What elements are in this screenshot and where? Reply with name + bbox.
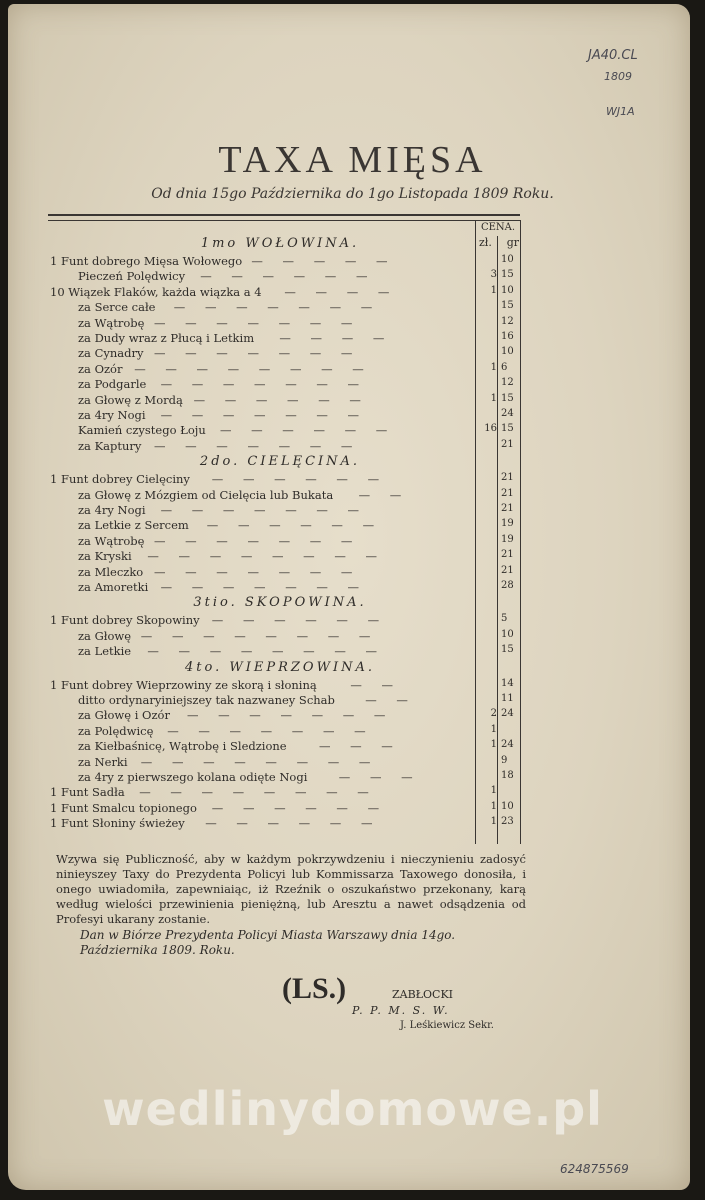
price-grosz: 10 bbox=[501, 800, 514, 812]
tariff-row bbox=[50, 785, 518, 800]
item-name: 1 Funt dobrego Mięsa Wołowego bbox=[50, 254, 243, 268]
price-grosz: 21 bbox=[501, 564, 514, 576]
item-name: za Mleczko bbox=[78, 564, 144, 579]
leader-dashes: — — — — — — bbox=[200, 269, 376, 284]
leader-dashes: — — — — — — bbox=[211, 800, 388, 815]
tariff-row bbox=[50, 801, 518, 816]
tariff-row bbox=[50, 439, 518, 454]
unit-grosz: gr bbox=[506, 236, 519, 249]
official-seal: (LS.) bbox=[282, 972, 347, 1005]
item-name: za 4ry z pierwszego kolana odięte Nogi bbox=[78, 770, 308, 784]
section-heading: 1mo WOŁOWINA. bbox=[200, 236, 360, 251]
leader-dashes: — — bbox=[350, 677, 402, 692]
price-grosz: 21 bbox=[501, 549, 514, 561]
tariff-row bbox=[50, 613, 518, 628]
price-grosz: 10 bbox=[501, 346, 514, 358]
price-grosz: 10 bbox=[501, 284, 514, 296]
leader-dashes: — — — — — — — bbox=[154, 533, 361, 548]
tariff-row bbox=[50, 285, 518, 300]
tariff-row bbox=[50, 549, 518, 564]
leader-dashes: — — — — — — bbox=[206, 518, 383, 533]
item-name: za Wątrobę bbox=[78, 315, 145, 330]
section-heading: 2do. CIELĘCINA. bbox=[199, 454, 361, 470]
leader-dashes: — — — — — — — — bbox=[140, 754, 379, 769]
item-name: za Amoretki bbox=[78, 580, 149, 594]
item-name: za Polędwicę bbox=[78, 723, 154, 738]
price-grosz: 24 bbox=[501, 739, 514, 751]
issue-date-line: Dan w Biórze Prezydenta Policyi Miasta Warszawy dnia 14go. Października 1809. Roku. bbox=[80, 928, 456, 957]
leader-dashes: — — — — bbox=[279, 331, 393, 345]
price-grosz: 24 bbox=[501, 708, 514, 720]
tariff-row bbox=[50, 331, 518, 346]
price-grosz: 15 bbox=[501, 300, 514, 312]
tariff-row bbox=[50, 693, 518, 708]
item-name: za Kiełbaśnicę, Wątrobę i Sledzione bbox=[78, 739, 287, 754]
price-zloty: 1 bbox=[490, 723, 497, 735]
price-grosz: 12 bbox=[501, 377, 514, 389]
tariff-row bbox=[50, 816, 518, 831]
document-title: TAXA MIĘSA bbox=[218, 139, 487, 181]
item-name: za Cynadry bbox=[78, 346, 144, 361]
price-grosz: 15 bbox=[501, 392, 514, 404]
tariff-row bbox=[50, 254, 518, 269]
price-zloty: 1 bbox=[490, 392, 497, 404]
price-header: CENA. bbox=[480, 222, 516, 233]
item-name: ditto ordynaryiniejszey tak nazwaney Schab bbox=[78, 693, 335, 707]
tariff-row bbox=[50, 724, 518, 739]
tariff-row bbox=[50, 346, 518, 361]
leader-dashes: — — — — — — — bbox=[160, 503, 368, 517]
item-name: 1 Funt dobrey Cielęciny bbox=[50, 472, 190, 487]
signature-title: P. P. M. S. W. bbox=[352, 1004, 450, 1017]
tariff-row bbox=[50, 755, 518, 770]
leader-dashes: — — — — — — — — bbox=[139, 785, 377, 800]
price-grosz: 18 bbox=[501, 770, 514, 781]
price-grosz: 10 bbox=[501, 628, 514, 640]
leader-dashes: — — — — — — bbox=[211, 472, 388, 487]
leader-dashes: — — — — — — — — bbox=[140, 628, 379, 643]
price-grosz: 19 bbox=[501, 533, 514, 545]
tariff-row bbox=[50, 678, 518, 693]
header-rule bbox=[48, 214, 520, 221]
price-grosz: 6 bbox=[501, 361, 508, 373]
price-grosz: 28 bbox=[501, 580, 514, 591]
tariff-row bbox=[50, 300, 518, 315]
tariff-row bbox=[50, 472, 518, 487]
tariff-row bbox=[50, 488, 518, 503]
tariff-row bbox=[50, 708, 518, 723]
price-zloty: 1 bbox=[490, 816, 497, 828]
price-grosz: 15 bbox=[501, 269, 514, 281]
price-grosz: 23 bbox=[501, 816, 514, 828]
leader-dashes: — — — — — — bbox=[211, 613, 388, 628]
price-grosz: 21 bbox=[501, 438, 514, 450]
price-zloty: 1 bbox=[490, 800, 497, 812]
price-grosz: 16 bbox=[501, 331, 514, 342]
item-name: 1 Funt dobrey Skopowiny bbox=[50, 613, 200, 628]
price-zloty: 16 bbox=[484, 423, 497, 435]
tariff-row bbox=[50, 362, 518, 377]
price-grosz: 21 bbox=[501, 503, 514, 514]
tariff-row bbox=[50, 739, 518, 754]
price-zloty: 1 bbox=[490, 361, 497, 373]
tariff-row bbox=[50, 580, 518, 595]
leader-dashes: — — bbox=[358, 487, 410, 502]
leader-dashes: — — — — — — — bbox=[160, 408, 368, 422]
price-grosz: 9 bbox=[501, 754, 508, 766]
item-name: za 4ry Nogi bbox=[78, 408, 146, 422]
item-name: za Letkie z Sercem bbox=[78, 518, 189, 533]
item-name: za 4ry Nogi bbox=[78, 503, 146, 517]
item-name: 1 Funt dobrey Wieprzowiny ze skorą i słoniną bbox=[50, 677, 317, 692]
tariff-row bbox=[50, 644, 518, 659]
price-units bbox=[479, 236, 519, 249]
tariff-row bbox=[50, 393, 518, 408]
item-name: za Nerki bbox=[78, 754, 128, 769]
tariff-row bbox=[50, 518, 518, 533]
leader-dashes: — — — — — — — — bbox=[147, 644, 385, 659]
leader-dashes: — — — bbox=[319, 739, 401, 754]
tariff-row bbox=[50, 503, 518, 518]
public-notice: Wzywa się Publiczność, aby w każdym pokrzywdzeniu i nieczynieniu zadosyć ninieyszey Taxy do Prezydenta Policyi lub Kommissarza Taxowego donosiła, i onego uwiadomiła, zapewniaiąc, iż Rzeźnik o oszukaństwo przekonany, karą według wielości przewinienia pieniężną, lub Aresztu a nawet odsądzenia od Profesyi ukarany zostanie. bbox=[56, 852, 526, 926]
leader-dashes: — — — bbox=[338, 770, 421, 784]
tariff-row bbox=[50, 423, 518, 438]
price-zloty: 2 bbox=[490, 708, 497, 720]
section-heading: 4to. WIEPRZOWINA. bbox=[185, 659, 375, 675]
price-zloty: 1 bbox=[490, 739, 497, 751]
unit-zloty: zł. bbox=[479, 236, 492, 249]
item-name: Kamień czystego Łoju bbox=[78, 423, 206, 438]
item-name: za Kaptury bbox=[78, 438, 142, 453]
catalog-stamp: 624875569 bbox=[560, 1162, 629, 1176]
section-heading: 3tio. SKOPOWINA. bbox=[193, 595, 367, 611]
item-name: za Letkie bbox=[78, 644, 132, 659]
item-name: za Głowę bbox=[78, 628, 132, 643]
pencil-annotation: 1809 bbox=[604, 70, 632, 83]
tariff-row bbox=[50, 770, 518, 785]
leader-dashes: — — — — — — bbox=[193, 392, 369, 407]
item-name: Pieczeń Polędwicy bbox=[78, 269, 186, 284]
tariff-row bbox=[50, 316, 518, 331]
price-grosz: 15 bbox=[501, 423, 514, 435]
tariff-row bbox=[50, 377, 518, 392]
item-name: 1 Funt Smalcu topionego bbox=[50, 800, 197, 815]
item-name: za Głowę i Ozór bbox=[78, 708, 170, 723]
price-grosz: 11 bbox=[501, 693, 514, 704]
price-grosz: 15 bbox=[501, 644, 514, 656]
tariff-row bbox=[50, 629, 518, 644]
site-watermark: wedlinydomowe.pl bbox=[102, 1082, 603, 1136]
leader-dashes: — — — — — — — — bbox=[147, 549, 385, 564]
leader-dashes: — — bbox=[365, 693, 416, 707]
leader-dashes: — — — — — — — bbox=[160, 377, 368, 392]
leader-dashes: — — — — — — — bbox=[173, 300, 381, 315]
document-subtitle: Od dnia 15go Października do 1go Listopada 1809 Roku. bbox=[151, 186, 554, 202]
tariff-row bbox=[50, 408, 518, 423]
item-name: za Podgarle bbox=[78, 377, 147, 392]
item-name: za Serce całe bbox=[78, 300, 156, 315]
leader-dashes: — — — — — — — bbox=[167, 723, 374, 738]
leader-dashes: — — — — bbox=[284, 284, 398, 299]
leader-dashes: — — — — — — — bbox=[154, 564, 361, 579]
item-name: za Głowę z Mózgiem od Cielęcia lub Bukata bbox=[78, 487, 334, 502]
tariff-row bbox=[50, 269, 518, 284]
price-grosz: 14 bbox=[501, 677, 514, 689]
price-grosz: 5 bbox=[501, 613, 508, 625]
price-zloty: 3 bbox=[490, 269, 497, 281]
signature-name: ZABŁOCKI bbox=[392, 988, 454, 1001]
price-grosz: 24 bbox=[501, 408, 514, 419]
leader-dashes: — — — — — — — bbox=[187, 708, 394, 723]
price-grosz: 21 bbox=[501, 472, 514, 484]
leader-dashes: — — — — — — — bbox=[154, 315, 361, 330]
price-grosz: 19 bbox=[501, 518, 514, 530]
pencil-annotation: JA40.CL bbox=[588, 48, 638, 63]
leader-dashes: — — — — — — bbox=[220, 423, 396, 438]
item-name: 1 Funt Sadła bbox=[50, 785, 125, 800]
price-grosz: 10 bbox=[501, 254, 514, 265]
price-grosz: 21 bbox=[501, 487, 514, 499]
pencil-annotation: WJ1A bbox=[606, 105, 635, 118]
secretary-signature: J. Leśkiewicz Sekr. bbox=[400, 1020, 494, 1031]
price-grosz: 12 bbox=[501, 315, 514, 327]
item-name: za Dudy wraz z Płucą i Letkim bbox=[78, 331, 255, 345]
tariff-row bbox=[50, 565, 518, 580]
item-name: 10 Wiązek Flaków, każda wiązka a 4 bbox=[50, 284, 262, 299]
item-name: za Wątrobę bbox=[78, 533, 145, 548]
leader-dashes: — — — — — — — bbox=[154, 438, 361, 453]
item-name: za Głowę z Mordą bbox=[78, 392, 183, 407]
price-zloty: 1 bbox=[490, 785, 497, 797]
price-zloty: 1 bbox=[490, 284, 497, 296]
item-name: 1 Funt Słoniny świeżey bbox=[50, 816, 185, 831]
item-name: za Ozór bbox=[78, 361, 123, 376]
tariff-row bbox=[50, 534, 518, 549]
leader-dashes: — — — — — — — bbox=[160, 580, 368, 594]
leader-dashes: — — — — — — — — bbox=[134, 361, 372, 376]
leader-dashes: — — — — — bbox=[251, 254, 396, 268]
leader-dashes: — — — — — — bbox=[205, 816, 381, 831]
item-name: za Kryski bbox=[78, 549, 132, 564]
leader-dashes: — — — — — — — bbox=[154, 346, 361, 361]
